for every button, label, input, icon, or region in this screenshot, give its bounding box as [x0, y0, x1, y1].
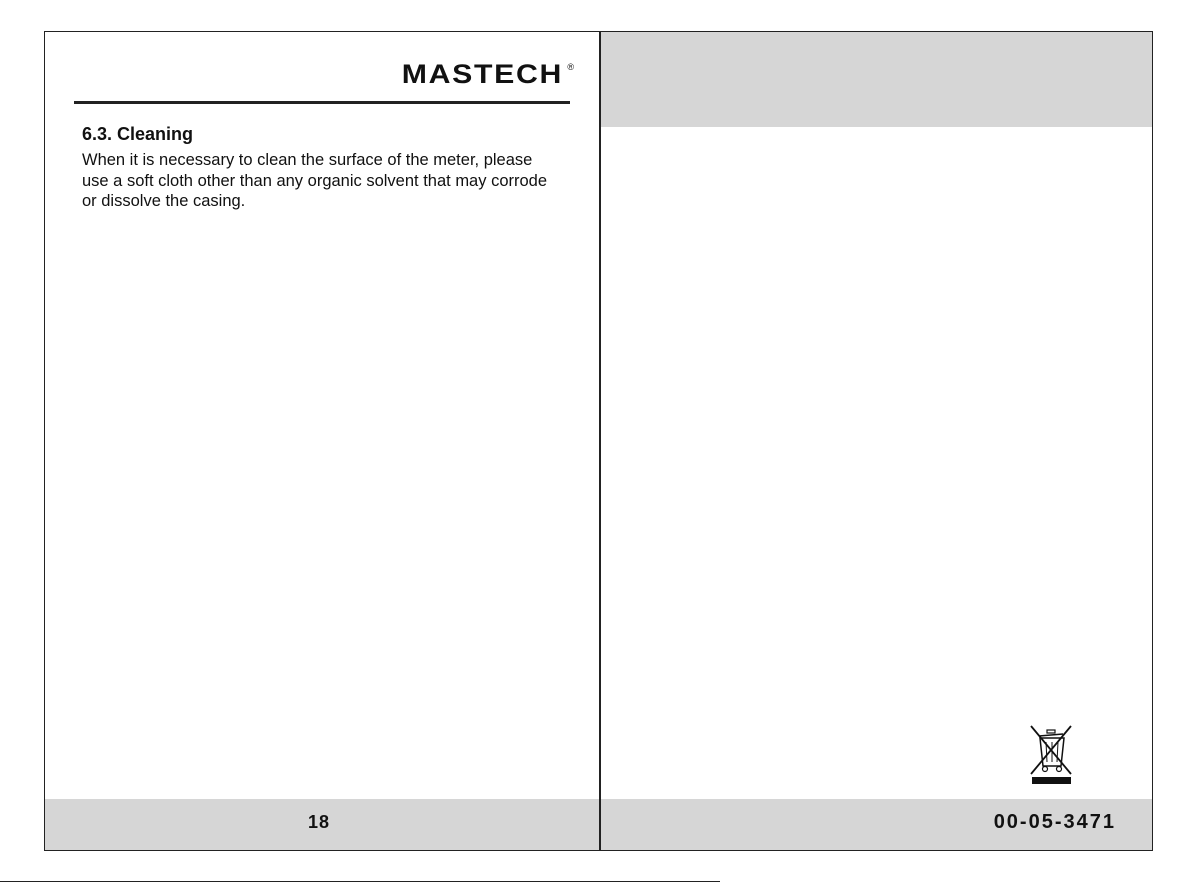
- page-number: 18: [308, 812, 331, 832]
- right-page: [601, 32, 1152, 850]
- crossed-out-wheelie-bin-icon: [1025, 722, 1079, 786]
- document-code: 00-05-3471: [993, 811, 1116, 833]
- header-band: [601, 32, 1152, 127]
- manual-spread: [44, 31, 1153, 851]
- brand-logo: MASTECH: [401, 59, 563, 89]
- footer-band: [45, 799, 599, 850]
- left-page: [45, 32, 599, 850]
- bottom-rule: [0, 881, 720, 882]
- footer-band: [601, 799, 1152, 850]
- header-rule: [74, 101, 570, 104]
- section-title: 6.3. Cleaning: [82, 124, 194, 144]
- section-body: When it is necessary to clean the surface of the meter, please use a soft cloth other than any organic solvent that may corrode or dissolve the casing.: [82, 151, 548, 210]
- registered-mark: ®: [567, 62, 574, 72]
